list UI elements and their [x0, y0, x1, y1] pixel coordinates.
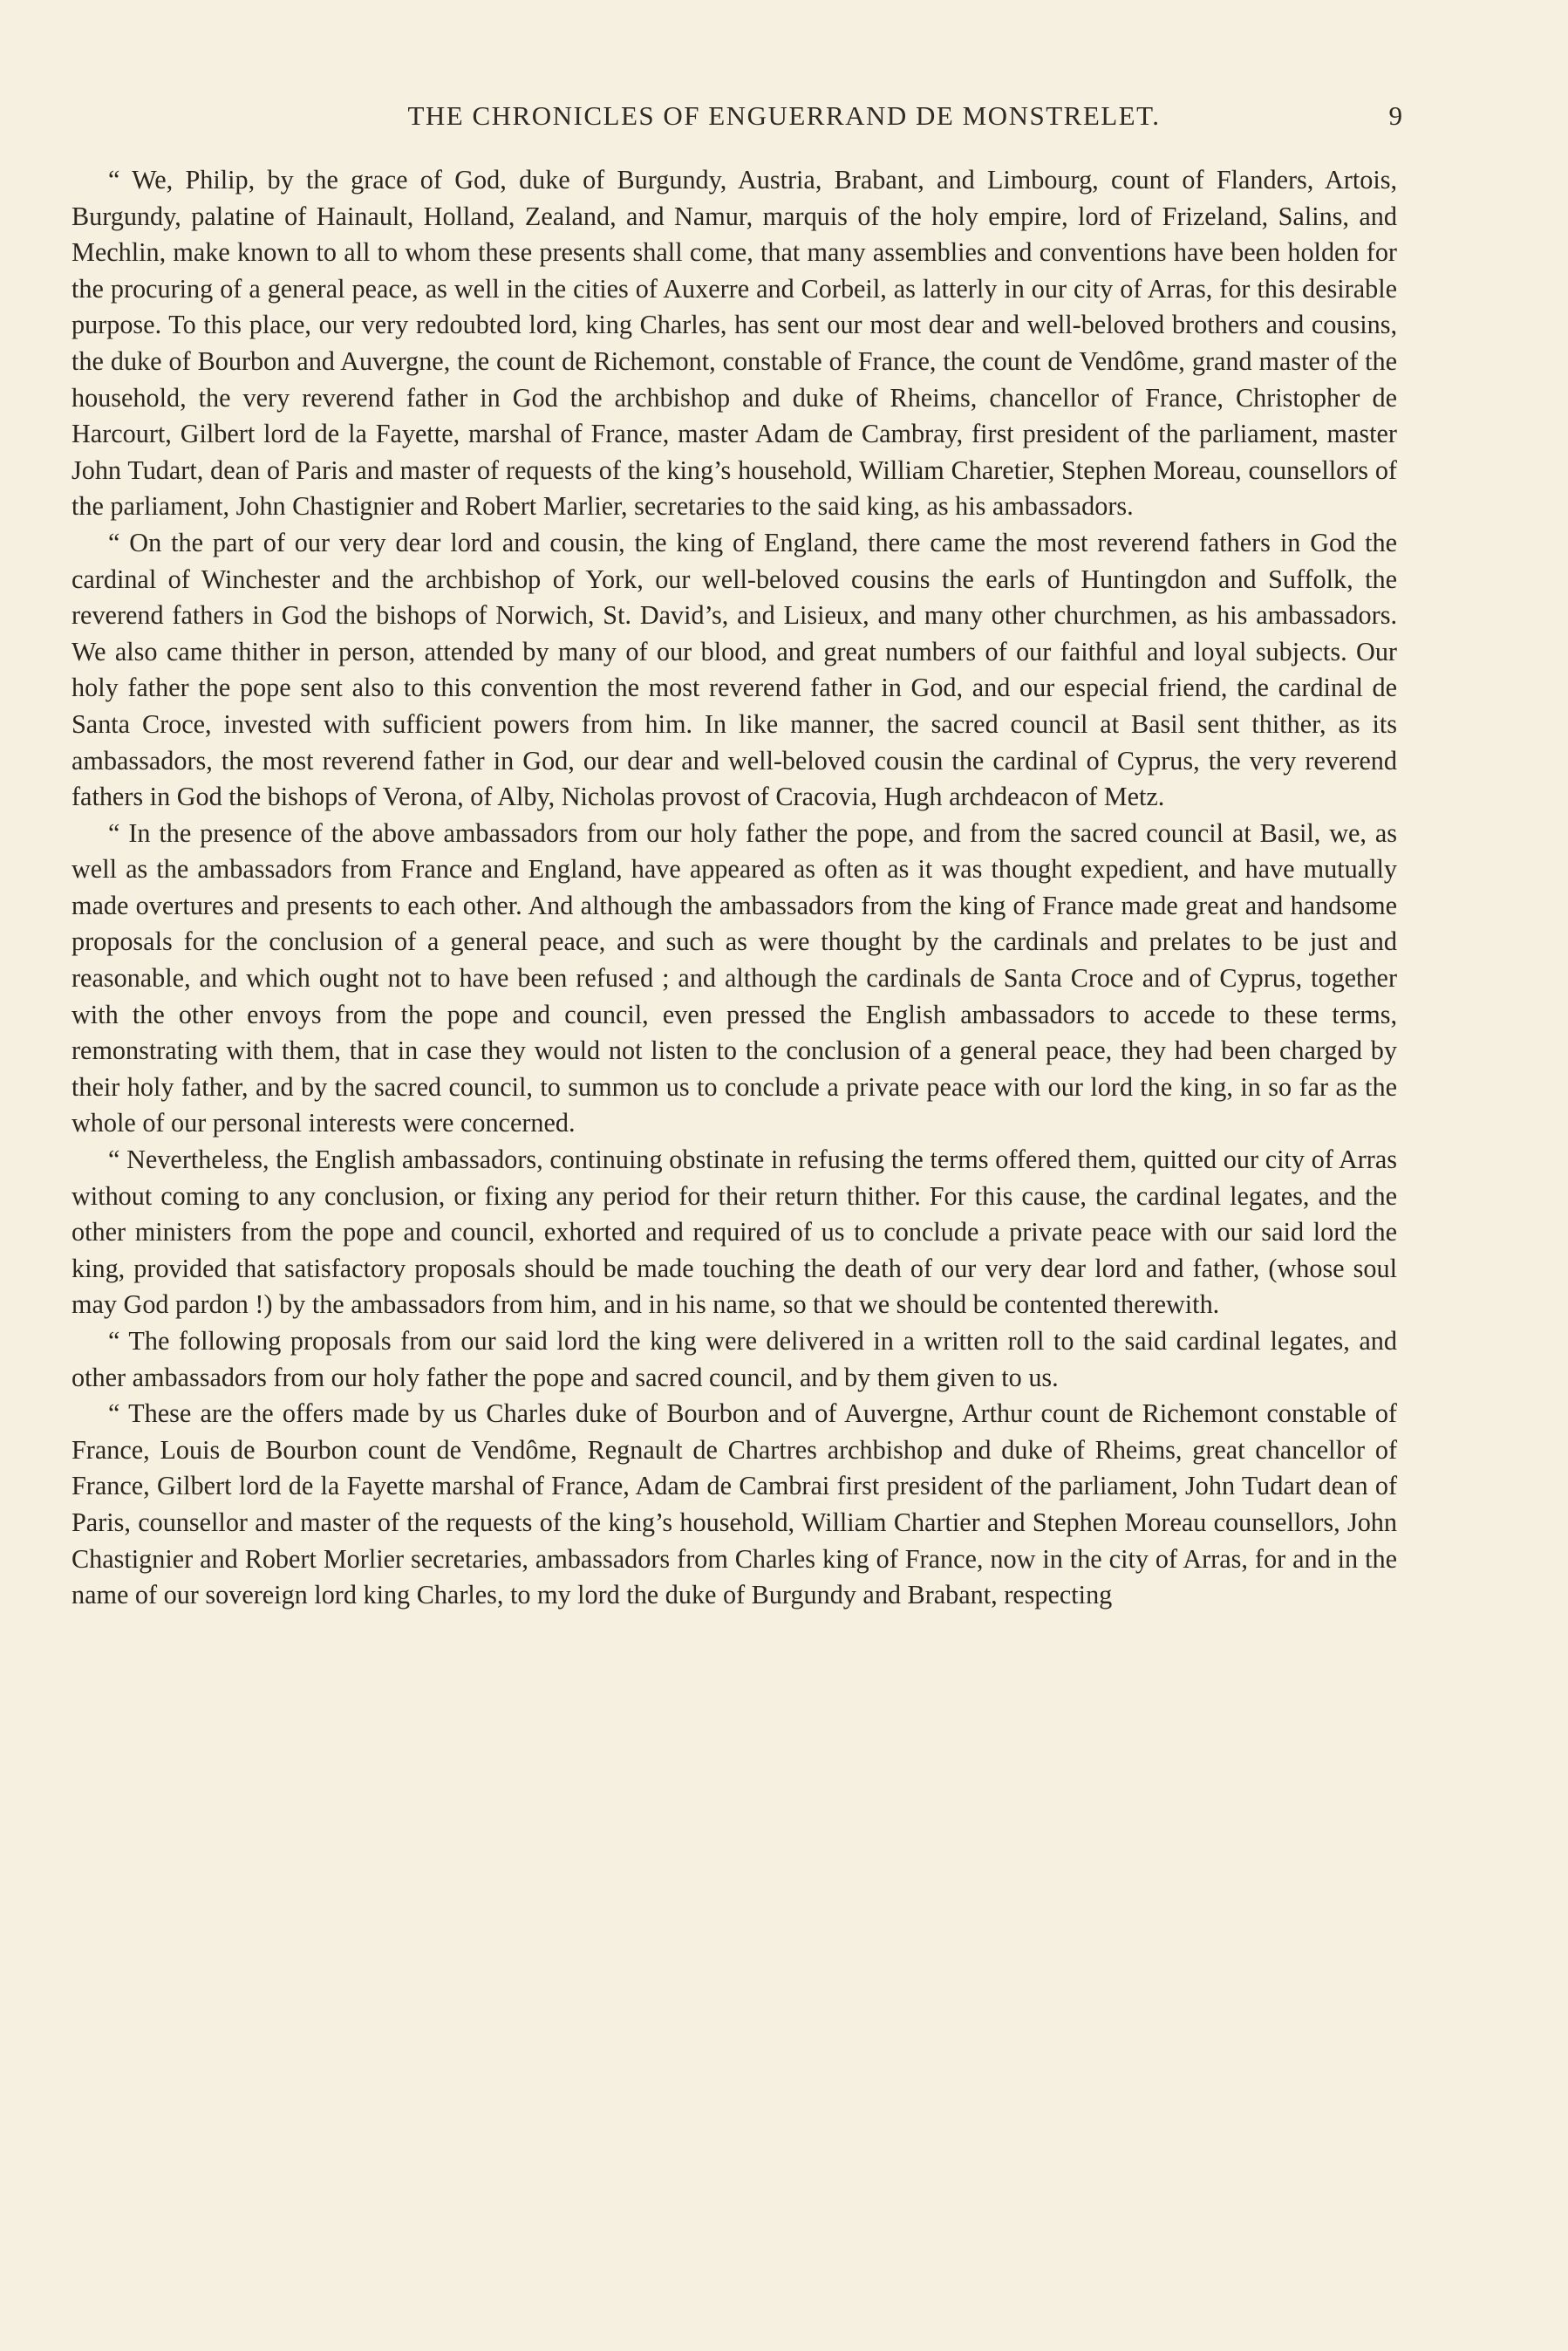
paragraph-english-refusal: “ Nevertheless, the English ambassadors, continuing obstinate in refusing the terms offered them, quitted our city of Arras without coming to any conclusion, or fixing any period for their return thither. For this cause, the cardinal legates, and the other ministers from the pope and council, exhorted and required of us to conclude a private peace with our said lord the king, provided that satisfactory proposals should be made touching the death of our very dear lord and father, (whose soul may God pardon !) by the ambassadors from him, and in his name, so that we should be contented therewith. — [72, 1145, 1397, 1320]
paragraph-negotiations: “ In the presence of the above ambassadors from our holy father the pope, and from the sacred council at Basil, we, as well as the ambassadors from France and England, have appeared as often as it was thought expedient, and have mutually made overtures and presents to each other. And although the ambassadors from the king of France made great and handsome proposals for the conclusion of a general peace, and such as were thought by the cardinals and prelates to be just and reasonable, and which ought not to have been refused ; and although the cardinals de Santa Croce and of Cyprus, together with the other envoys from the pope and council, even pressed the English ambassadors to accede to these terms, remonstrating with them, that in case they would not listen to the conclusion of a general peace, they had been charged by their holy father, and by the sacred council, to summon us to conclude a private peace with our lord the king, in so far as the whole of our personal interests were concerned. — [72, 817, 1397, 1138]
running-title: THE CHRONICLES OF ENGUERRAND DE MONSTRELET. — [407, 100, 1161, 131]
page-number: 9 — [1388, 100, 1402, 131]
paragraph-english-embassy: “ On the part of our very dear lord and cousin, the king of England, there came the most reverend fathers in God the cardinal of Winchester and the archbishop of York, our well-beloved cousins the earls of Huntingdon and Suffolk, the reverend fathers in God the bishops of Norwich, St. David’s, and Lisieux, and many other churchmen, as his ambassadors. We also came thither in person, attended by many of our blood, and great numbers of our faithful and loyal subjects. Our holy father the pope sent also to this convention the most reverend father in God, and our especial friend, the cardinal de Santa Croce, invested with sufficient powers from him. In like manner, the sacred council at Basil sent thither, as its ambassadors, the most reverend father in God, our dear and well-beloved cousin the cardinal of Cyprus, the very reverend fathers in God the bishops of Verona, of Alby, Nicholas provost of Cracovia, Hugh archdeacon of Metz. — [72, 527, 1397, 812]
paragraph-written-roll: “ The following proposals from our said lord the king were delivered in a written roll to the said cardinal legates, and other ambassadors from our holy father the pope and sacred council, and by them given to us. — [72, 1326, 1397, 1392]
paragraph-philip-preamble: “ We, Philip, by the grace of God, duke of Burgundy, Austria, Brabant, and Limbourg, count of Flanders, Artois, Burgundy, palatine of Hainault, Holland, Zealand, and Namur, marquis of the holy empire, lord of Frizeland, Salins, and Mechlin, make known to all to whom these presents shall come, that many assemblies and conventions have been holden for the procuring of a general peace, as well in the cities of Auxerre and Corbeil, as latterly in our city of Arras, for this desirable purpose. To this place, our very redoubted lord, king Charles, has sent our most dear and well-beloved brothers and cousins, the duke of Bourbon and Auvergne, the count de Richemont, constable of France, the count de Vendôme, grand master of the household, the very reverend father in God the archbishop and duke of Rheims, chancellor of France, Christopher de Harcourt, Gilbert lord de la Fayette, marshal of France, master Adam de Cambray, first president of the parliament, master John Tudart, dean of Paris and master of requests of the king’s household, William Charetier, Stephen Moreau, counsellors of the parliament, John Chastignier and Robert Marlier, secretaries to the said king, as his ambassadors. — [72, 165, 1397, 522]
paragraph-french-offers: “ These are the offers made by us Charles duke of Bourbon and of Auvergne, Arthur count de Richemont constable of France, Louis de Bourbon count de Vendôme, Regnault de Chartres archbishop and duke of Rheims, great chancellor of France, Gilbert lord de la Fayette marshal of France, Adam de Cambrai first president of the parliament, John Tudart dean of Paris, counsellor and master of the requests of the king’s household, William Chartier and Stephen Moreau counsellors, John Chastignier and Robert Morlier secretaries, ambassadors from Charles king of France, now in the city of Arras, for and in the name of our sovereign lord king Charles, to my lord the duke of Burgundy and Brabant, respecting — [72, 1398, 1397, 1610]
body-text — [72, 162, 1397, 1614]
running-head — [0, 94, 1568, 138]
